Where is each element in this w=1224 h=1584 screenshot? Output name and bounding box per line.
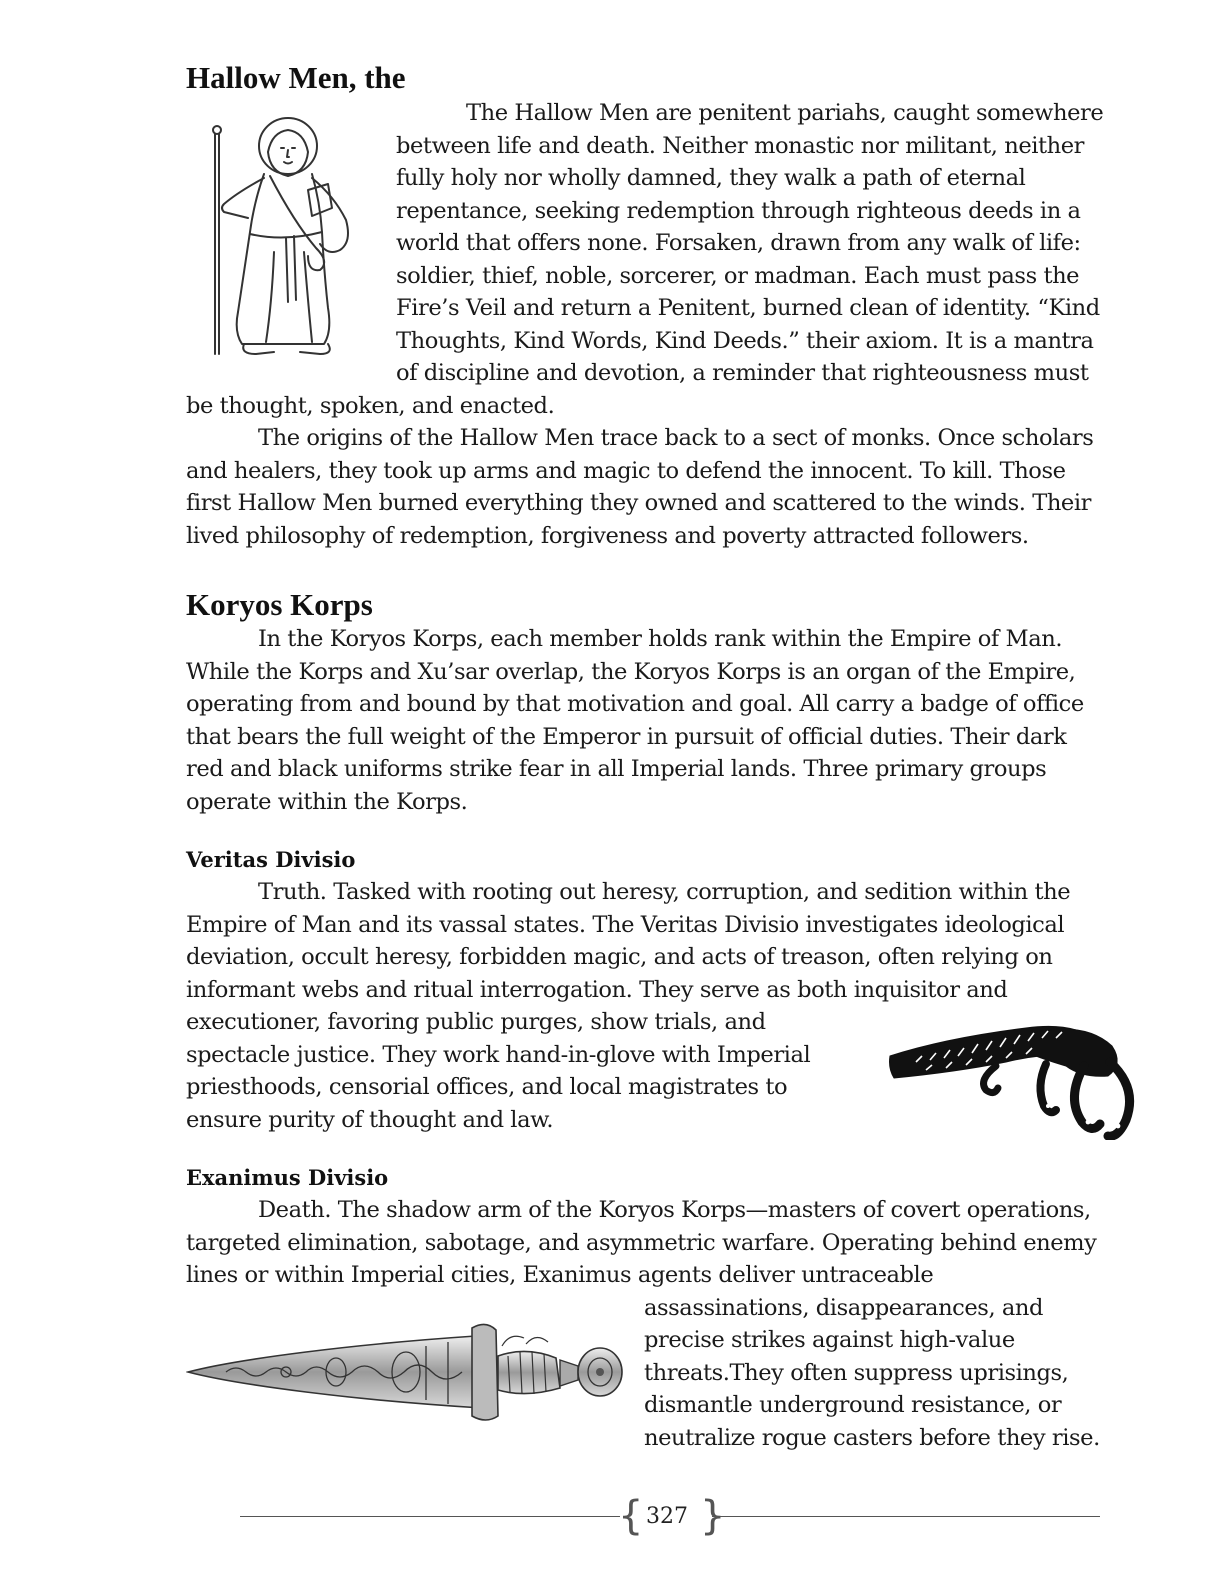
text-line: operate within the Korps. <box>186 788 468 815</box>
text-line: operating from and bound by that motivation and goal. All carry a badge of office <box>186 691 1084 717</box>
text-line: Death. The shadow arm of the Koryos Korps—masters of covert operations, <box>258 1197 1091 1223</box>
section-title-veritas-divisio: Veritas Divisio <box>186 847 356 872</box>
section-title-exanimus-divisio: Exanimus Divisio <box>186 1165 389 1190</box>
left-brace-icon: { <box>618 1493 644 1539</box>
hooded-monk-icon <box>204 112 354 360</box>
text-line: assassinations, disappearances, and <box>644 1294 1044 1321</box>
text-line: Truth. Tasked with rooting out heresy, corruption, and sedition within the <box>258 879 1071 905</box>
text-line: ensure purity of thought and law. <box>186 1106 554 1133</box>
ornate-dagger-icon <box>186 1316 630 1428</box>
text-line: first Hallow Men burned everything they owned and scattered to the winds. Their <box>186 490 1091 516</box>
text-line: of discipline and devotion, a reminder that righteousness must <box>396 360 1089 386</box>
text-line: deviation, occult heresy, forbidden magic, and acts of treason, often relying on <box>186 944 1053 970</box>
text-line: threats.They often suppress uprisings, <box>644 1359 1069 1386</box>
text-line: precise strikes against high-value <box>644 1327 1015 1353</box>
text-line: priesthoods, censorial offices, and local magistrates to <box>186 1074 788 1100</box>
text-line: informant webs and ritual interrogation. They serve as both inquisitor and <box>186 976 1008 1003</box>
section-title-koryos-korps: Koryos Korps <box>186 587 373 622</box>
text-line: The origins of the Hallow Men trace back to a sect of monks. Once scholars <box>258 425 1094 451</box>
page-number: 327 <box>646 1504 688 1529</box>
text-line: spectacle justice. They work hand-in-glove with Imperial <box>186 1041 811 1068</box>
text-line: neutralize rogue casters before they rise. <box>644 1424 1100 1451</box>
text-line: Fire’s Veil and return a Penitent, burned clean of identity. “Kind <box>396 295 1100 321</box>
text-line: Thoughts, Kind Words, Kind Deeds.” their axiom. It is a mantra <box>396 327 1094 354</box>
text-line: While the Korps and Xu’sar overlap, the Koryos Korps is an organ of the Empire, <box>186 658 1076 685</box>
text-line: lines or within Imperial cities, Exanimus agents deliver untraceable <box>186 1262 934 1288</box>
text-line: In the Koryos Korps, each member holds rank within the Empire of Man. <box>258 626 1063 652</box>
talon-claw-icon <box>886 1016 1142 1140</box>
text-line: red and black uniforms strike fear in all Imperial lands. Three primary groups <box>186 756 1047 782</box>
text-line: between life and death. Neither monastic nor militant, neither <box>396 132 1085 159</box>
section-title-hallow-men: Hallow Men, the <box>186 60 406 95</box>
text-line: targeted elimination, sabotage, and asymmetric warfare. Operating behind enemy <box>186 1229 1097 1256</box>
text-line: Empire of Man and its vassal states. The Veritas Divisio investigates ideological <box>186 911 1065 938</box>
text-line: be thought, spoken, and enacted. <box>186 392 555 419</box>
text-line: The Hallow Men are penitent pariahs, caught somewhere <box>466 100 1104 126</box>
right-brace-icon: } <box>700 1493 726 1539</box>
footer-rule-left <box>240 1516 620 1517</box>
footer-rule-right <box>712 1516 1100 1517</box>
text-line: and healers, they took up arms and magic to defend the innocent. To kill. Those <box>186 457 1066 484</box>
text-line: dismantle underground resistance, or <box>644 1392 1062 1418</box>
text-line: soldier, thief, noble, sorcerer, or madman. Each must pass the <box>396 262 1080 289</box>
text-line: lived philosophy of redemption, forgiveness and poverty attracted followers. <box>186 522 1029 549</box>
text-line: world that offers none. Forsaken, drawn from any walk of life: <box>396 230 1081 256</box>
text-line: executioner, favoring public purges, show trials, and <box>186 1009 766 1035</box>
text-line: repentance, seeking redemption through righteous deeds in a <box>396 197 1081 224</box>
text-line: fully holy nor wholly damned, they walk a path of eternal <box>396 165 1026 191</box>
text-line: that bears the full weight of the Emperor in pursuit of official duties. Their dark <box>186 723 1067 750</box>
